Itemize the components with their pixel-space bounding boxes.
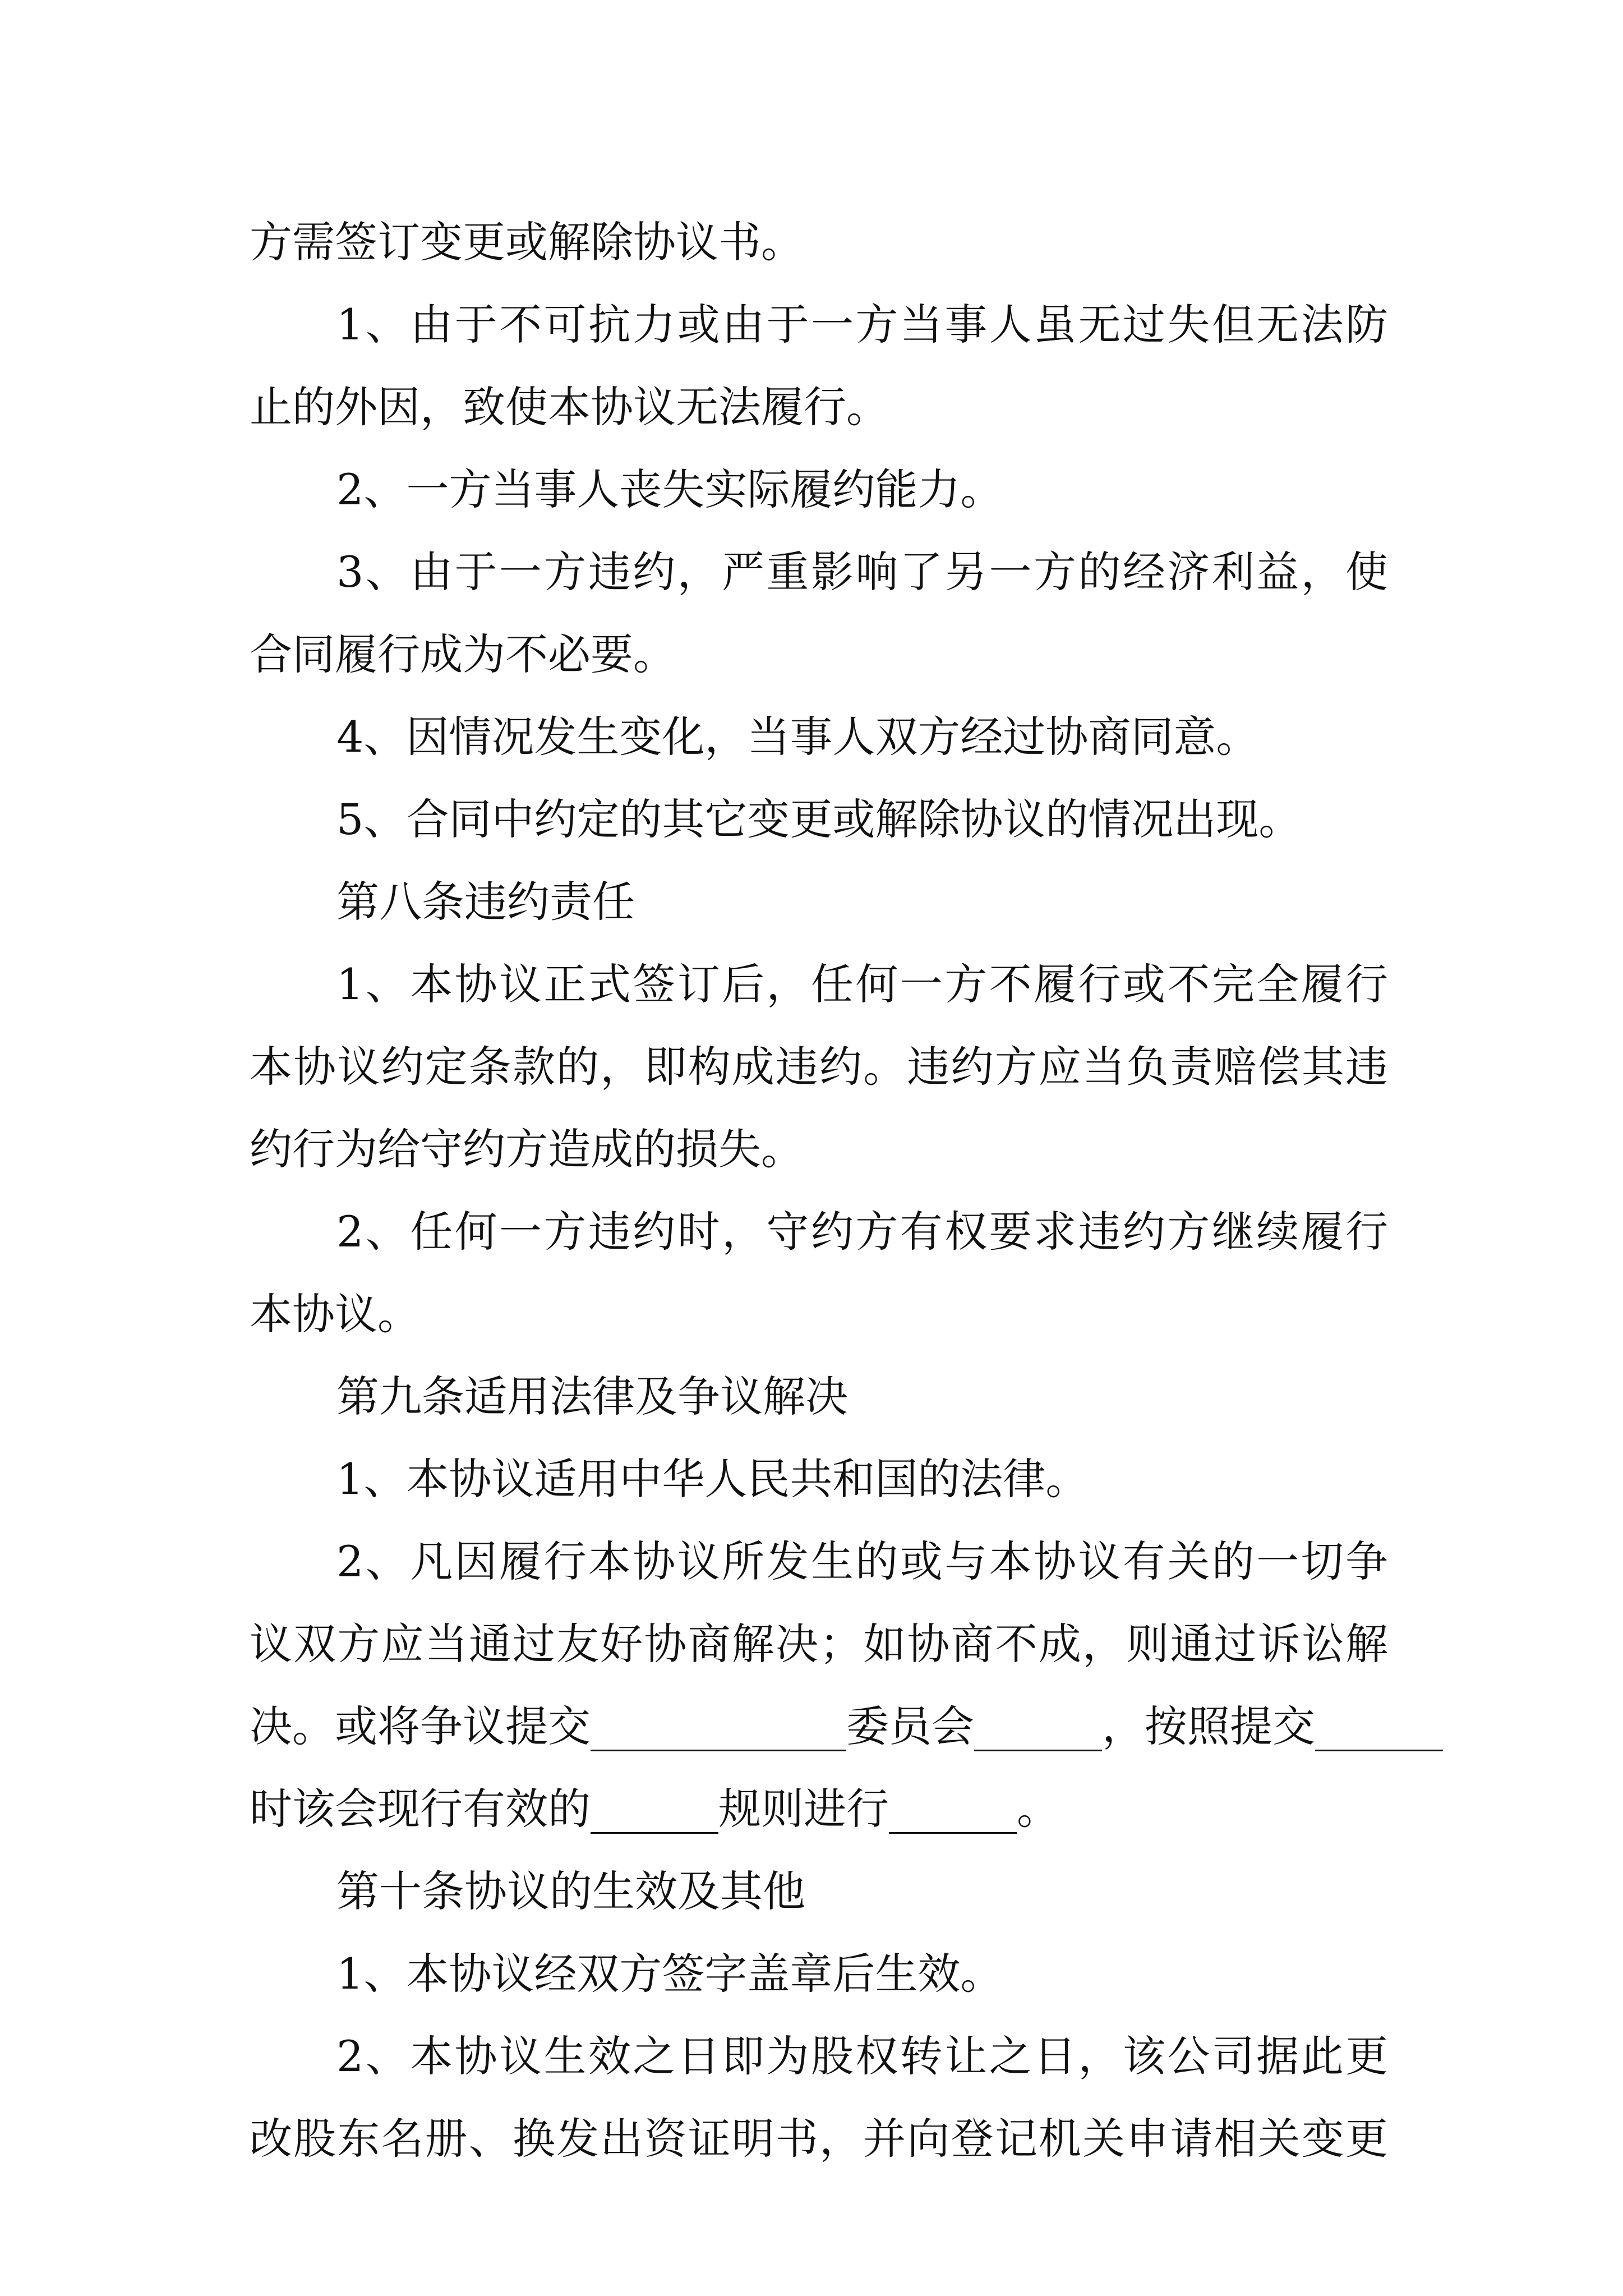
text-line: 决。或将争议提交____________委员会______，按照提交______: [250, 1701, 1443, 1751]
text-line: 5、合同中约定的其它变更或解除协议的情况出现。: [336, 794, 1302, 844]
text-line: 改股东名册、换发出资证明书，并向登记机关申请相关变更: [250, 2114, 1388, 2164]
section-heading: 第九条适用法律及争议解决: [336, 1372, 848, 1421]
text-line: 合同履行成为不必要。: [250, 629, 676, 679]
text-line: 1、本协议正式签订后，任何一方不履行或不完全履行: [336, 959, 1388, 1009]
section-heading: 第八条违约责任: [336, 877, 635, 927]
text-line: 1、本协议适用中华人民共和国的法律。: [336, 1454, 1089, 1504]
text-line: 约行为给守约方造成的损失。: [250, 1124, 804, 1174]
text-line: 2、本协议生效之日即为股权转让之日，该公司据此更: [336, 2031, 1388, 2081]
text-line: 时该会现行有效的______规则进行______。: [250, 1784, 1059, 1834]
text-line: 3、由于一方违约，严重影响了另一方的经济利益，使: [336, 547, 1388, 597]
text-line: 1、本协议经双方签字盖章后生效。: [336, 1949, 1003, 1999]
text-line: 方需签订变更或解除协议书。: [250, 217, 804, 267]
text-line: 止的外因，致使本协议无法履行。: [250, 382, 889, 432]
text-line: 本协议。: [250, 1289, 420, 1339]
text-line: 2、一方当事人丧失实际履约能力。: [336, 464, 1003, 514]
text-line: 2、任何一方违约时，守约方有权要求违约方继续履行: [336, 1207, 1388, 1257]
text-line: 本协议约定条款的，即构成违约。违约方应当负责赔偿其违: [250, 1042, 1388, 1092]
text-line: 1、由于不可抗力或由于一方当事人虽无过失但无法防: [336, 300, 1388, 349]
text-line: 议双方应当通过友好协商解决；如协商不成，则通过诉讼解: [250, 1619, 1388, 1669]
section-heading: 第十条协议的生效及其他: [336, 1866, 805, 1916]
text-line: 2、凡因履行本协议所发生的或与本协议有关的一切争: [336, 1536, 1388, 1586]
text-line: 4、因情况发生变化，当事人双方经过协商同意。: [336, 712, 1259, 762]
